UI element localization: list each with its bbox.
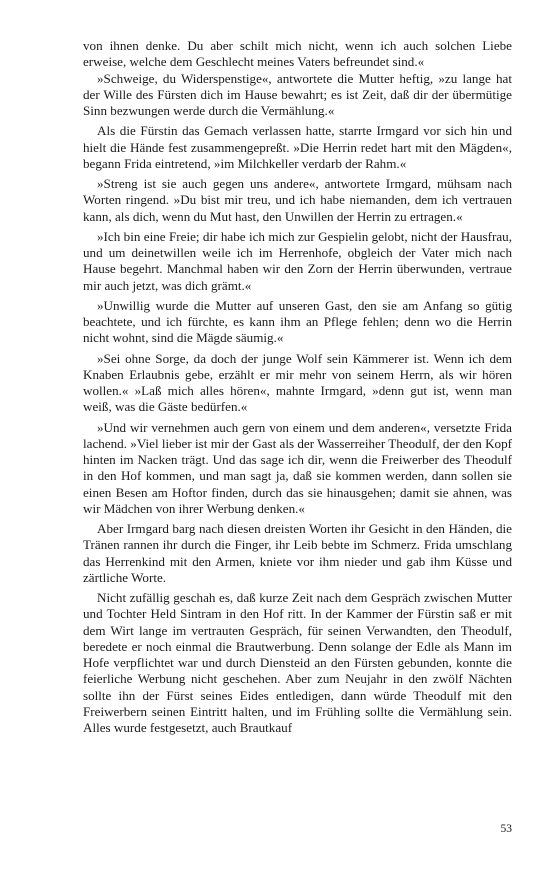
paragraph-9: Aber Irmgard barg nach diesen dreisten Worten ihr Gesicht in den Händen, die Tränen rannen ihr durch die Finger, ihr Leib bebte im Schmerz. Frida umschlang das Herrenkind mit den Armen, kniete vor ihm nieder und gab ihm Küsse und zärtliche Worte. [83, 521, 512, 585]
book-page-text [83, 38, 512, 736]
paragraph-2: »Schweige, du Widerspenstige«, antwortete die Mutter heftig, »zu lange hat der Wille des Fürsten dich im Hause bewahrt; es ist Zeit, daß dir der übermütige Sinn bezwungen werde durch die Vermählung.« [83, 70, 512, 118]
paragraph-3: Als die Fürstin das Gemach verlassen hatte, starrte Irmgard vor sich hin und hielt die Hände fest zusammengepreßt. »Die Herrin redet hart mit den Mägden«, begann Frida eintretend, »im Milchkeller verdarb der Rahm.« [83, 123, 512, 171]
paragraph-10: Nicht zufällig geschah es, daß kurze Zeit nach dem Gespräch zwischen Mutter und Tochter Held Sintram in den Hof ritt. In der Kammer der Fürstin saß er mit dem Wirt lange im vertrauten Gespräch, für seinen Verwandten, den Theodulf, beredete er noch einmal die Brautwerbung. Denn solange der Edle als Mann im Hofe verpflichtet war und durch Diensteid an den Fürsten gebunden, konnte die feierliche Werbung nicht geschehen. Aber zum Neujahr in den zwölf Nächten sollte ihn der Fürst seines Eides entledigen, dann würde Theodulf mit den Freiwerbern seinen Eintritt halten, und im Frühling sollte die Vermählung sein. Alles wurde festgesetzt, auch Brautkauf [83, 590, 512, 735]
paragraph-7: »Sei ohne Sorge, da doch der junge Wolf sein Kämmerer ist. Wenn ich dem Knaben Erlaubnis gebe, erzählt er mir mehr von seinem Herrn, als wir hören wollen.« »Laß mich alles hören«, mahnte Irmgard, »denn gut ist, wenn man weiß, was die Gäste bedürfen.« [83, 350, 512, 415]
paragraph-6: »Unwillig wurde die Mutter auf unseren Gast, den sie am Anfang so gütig beachtete, und ich fürchte, es kann ihm an Pflege fehlen; denn wo die Herrin nicht wohnt, sind die Mägde säumig.« [83, 297, 512, 346]
page-number: 53 [500, 823, 512, 835]
paragraph-4: »Streng ist sie auch gegen uns andere«, antwortete Irmgard, mühsam nach Worten ringend. »Du bist mir treu, und ich habe niemanden, dem ich vertrauen kann, als dich, wenn du Mut hast, den Unwillen der Herrin zu ertragen.« [83, 176, 512, 224]
paragraph-1: von ihnen denke. Du aber schilt mich nicht, wenn ich auch solchen Liebe erweise, welche dem Geschlecht meines Vaters befreundet sind.« [83, 38, 512, 70]
paragraph-8: »Und wir vernehmen auch gern von einem und dem anderen«, versetzte Frida lachend. »Viel lieber ist mir der Gast als der Wasserreiher Theodulf, der den Kopf hinten im Nacken trägt. Und das sage ich dir, wenn die Freiwerber des Theodulf in den Hof kommen, und man sagt ja, daß sie kommen werden, dann sollen sie einen Besen am Hoftor finden, durch das sie hinausgehen; damit sie ahnen, was wir Mädchen von ihrer Werbung denken.« [83, 419, 512, 516]
paragraph-5: »Ich bin eine Freie; dir habe ich mich zur Gespielin gelobt, nicht der Hausfrau, und um deinetwillen weile ich im Herrenhofe, obgleich der Vater mich nach Hause begehrt. Manchmal haben wir den Zorn der Herrin überwunden, vertraue mir auch jetzt, was dich grämt.« [83, 228, 512, 293]
